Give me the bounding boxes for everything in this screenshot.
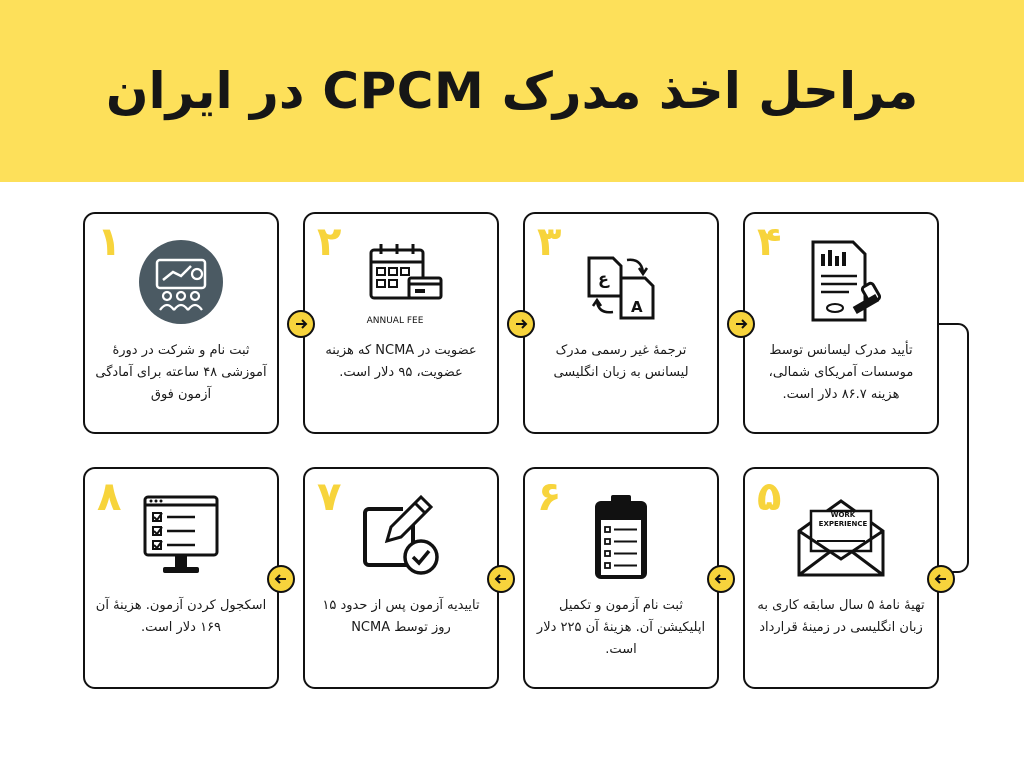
svg-text:A: A [631, 298, 643, 316]
stamped-document-icon [791, 236, 891, 326]
step-number: ۱ [97, 219, 122, 265]
step-card-8 [83, 467, 279, 689]
arrow-left-icon [707, 565, 735, 593]
arrow-left-icon [927, 565, 955, 593]
page-title: مراحل اخذ مدرک CPCM در ایران [105, 62, 919, 120]
step-text: ترجمهٔ غیر رسمی مدرک لیسانس به زبان انگلیسی [553, 343, 689, 380]
title-banner [0, 0, 1024, 182]
step-card-5 [743, 467, 939, 689]
connector-line [936, 318, 972, 586]
step-text: تأیید مدرک لیسانس توسط موسسات آمریکای شمالی، هزینه ۸۶.۷ دلار است. [768, 343, 914, 402]
envelope-letter-icon [791, 491, 891, 581]
step-number: ۶ [537, 474, 562, 520]
step-card-2 [303, 212, 499, 434]
edit-check-icon [351, 491, 451, 581]
step-card-3 [523, 212, 719, 434]
monitor-checklist-icon [131, 491, 231, 581]
step-text: عضویت در NCMA که هزینه عضویت، ۹۵ دلار است. [325, 343, 477, 380]
step-text: ثبت نام آزمون و تکمیل اپلیکیشن آن. هزینهٔ آن ۲۲۵ دلار است. [536, 598, 706, 657]
step-number: ۳ [537, 219, 562, 265]
arrow-right-icon [287, 310, 315, 338]
step-text: ثبت نام و شرکت در دورهٔ آموزشی ۴۸ ساعته برای آمادگی آزمون فوق [95, 343, 267, 402]
registration-label: REGISTRATION [604, 522, 642, 528]
arrow-right-icon [507, 310, 535, 338]
arrow-right-icon [727, 310, 755, 338]
step-number: ۴ [757, 219, 782, 265]
translate-document-icon [571, 236, 671, 326]
step-text: تاییدیه آزمون پس از حدود ۱۵ روز توسط NCMA [322, 598, 480, 635]
step-text: تهیهٔ نامهٔ ۵ سال سابقه کاری به زبان انگلیسی در زمینهٔ قرارداد [757, 598, 925, 635]
svg-text:ع: ع [598, 269, 609, 288]
work-experience-label: WORK EXPERIENCE [818, 511, 868, 528]
step-card-7 [303, 467, 499, 689]
step-number: ۸ [97, 474, 122, 520]
step-number: ۲ [317, 219, 342, 265]
clipboard-icon [571, 491, 671, 581]
arrow-left-icon [267, 565, 295, 593]
step-text: اسکجول کردن آزمون. هزینهٔ آن ۱۶۹ دلار است. [95, 598, 267, 635]
presentation-icon [131, 236, 231, 326]
step-card-1 [83, 212, 279, 434]
step-number: ۷ [317, 474, 342, 520]
annual-fee-label: ANNUAL FEE [366, 316, 424, 326]
step-number: ۵ [757, 474, 782, 520]
step-card-6 [523, 467, 719, 689]
step-card-4 [743, 212, 939, 434]
calendar-card-icon [351, 236, 451, 326]
arrow-left-icon [487, 565, 515, 593]
